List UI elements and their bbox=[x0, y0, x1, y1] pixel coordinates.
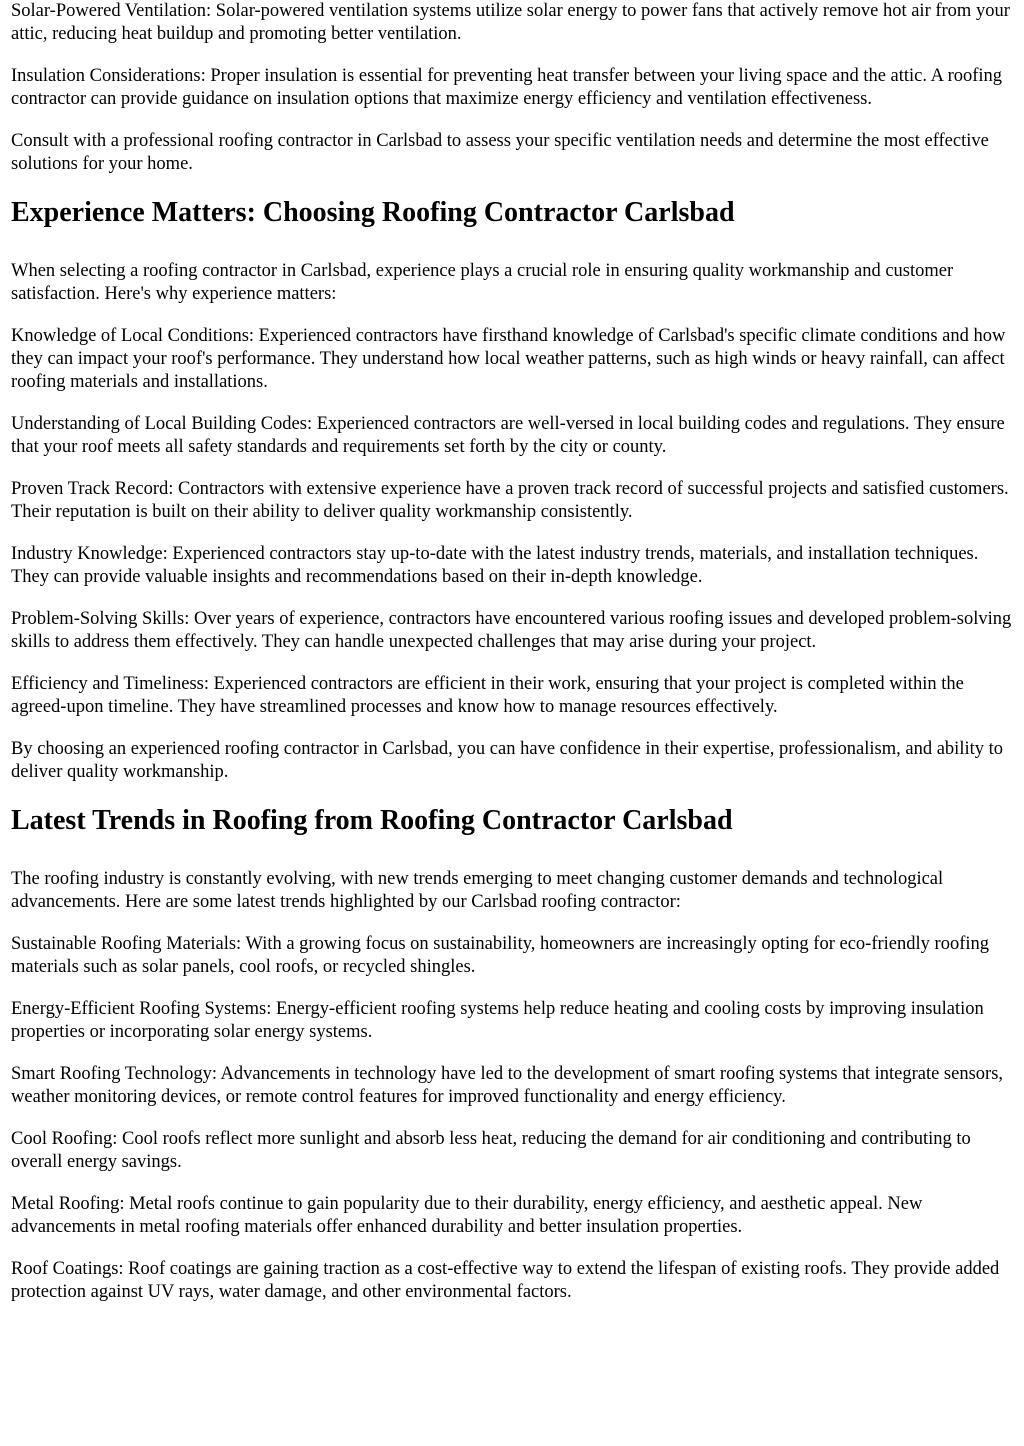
paragraph-smart-roofing: Smart Roofing Technology: Advancements in technology have led to the development of smart roofing systems that integrate sensors, weather monitoring devices, or remote control features for improved functionality and energy efficiency. bbox=[11, 1064, 1004, 1107]
paragraph-energy-efficient: Energy-Efficient Roofing Systems: Energy-efficient roofing systems help reduce heating and cooling costs by improving insulation properties or incorporating solar energy systems. bbox=[11, 999, 984, 1042]
paragraph-experience-intro: When selecting a roofing contractor in Carlsbad, experience plays a crucial role in ensuring quality workmanship and customer satisfaction. Here's why experience matters: bbox=[11, 261, 954, 304]
paragraph-metal-roofing: Metal Roofing: Metal roofs continue to gain popularity due to their durability, energy efficiency, and aesthetic appeal. New advancements in metal roofing materials offer enhanced durability and better insulation properties. bbox=[11, 1194, 923, 1237]
paragraph-track-record: Proven Track Record: Contractors with extensive experience have a proven track record of successful projects and satisfied customers. Their reputation is built on their ability to deliver quality workmanship consistently. bbox=[11, 479, 1009, 522]
paragraph-solar-ventilation: Solar-Powered Ventilation: Solar-powered ventilation systems utilize solar energy to power fans that actively remove hot air from your attic, reducing heat buildup and promoting better ventilation. bbox=[11, 1, 1010, 44]
paragraph-problem-solving: Problem-Solving Skills: Over years of experience, contractors have encountered various roofing issues and developed problem-solving skills to address them effectively. They can handle unexpected challenges that may arise during your project. bbox=[11, 609, 1012, 652]
paragraph-experience-conclusion: By choosing an experienced roofing contractor in Carlsbad, you can have confidence in their expertise, professionalism, and ability to deliver quality workmanship. bbox=[11, 739, 1004, 782]
paragraph-insulation: Insulation Considerations: Proper insulation is essential for preventing heat transfer between your living space and the attic. A roofing contractor can provide guidance on insulation options that maximize energy efficiency and ventilation effectiveness. bbox=[11, 66, 1003, 109]
paragraph-efficiency: Efficiency and Timeliness: Experienced contractors are efficient in their work, ensuring that your project is completed within the agreed-upon timeline. They have streamlined processes and know how to manage resources effectively. bbox=[11, 674, 964, 717]
paragraph-industry-knowledge: Industry Knowledge: Experienced contractors stay up-to-date with the latest industry trends, materials, and installation techniques. They can provide valuable insights and recommendations based on their in-depth knowledge. bbox=[11, 544, 979, 587]
paragraph-sustainable-materials: Sustainable Roofing Materials: With a growing focus on sustainability, homeowners are increasingly opting for eco-friendly roofing materials such as solar panels, cool roofs, or recycled shingles. bbox=[11, 934, 989, 977]
paragraph-trends-intro: The roofing industry is constantly evolving, with new trends emerging to meet changing customer demands and technological advancements. Here are some latest trends highlighted by our Carlsbad roofing contractor: bbox=[11, 869, 944, 912]
paragraph-roof-coatings: Roof Coatings: Roof coatings are gaining traction as a cost-effective way to extend the lifespan of existing roofs. They provide added protection against UV rays, water damage, and other environmental factors. bbox=[11, 1259, 1000, 1302]
heading-experience: Experience Matters: Choosing Roofing Contractor Carlsbad bbox=[11, 197, 735, 228]
heading-trends: Latest Trends in Roofing from Roofing Contractor Carlsbad bbox=[11, 805, 733, 836]
section-ventilation bbox=[11, 0, 1013, 176]
paragraph-consult: Consult with a professional roofing contractor in Carlsbad to assess your specific ventilation needs and determine the most effective solutions for your home. bbox=[11, 131, 989, 174]
section-trends bbox=[11, 803, 1013, 1304]
paragraph-local-conditions: Knowledge of Local Conditions: Experienced contractors have firsthand knowledge of Carlsbad's specific climate conditions and how they can impact your roof's performance. They understand how local weather patterns, such as high winds or heavy rainfall, can affect roofing materials and installations. bbox=[11, 326, 1006, 392]
section-experience bbox=[11, 195, 1013, 784]
paragraph-cool-roofing: Cool Roofing: Cool roofs reflect more sunlight and absorb less heat, reducing the demand for air conditioning and contributing to overall energy savings. bbox=[11, 1129, 971, 1172]
paragraph-building-codes: Understanding of Local Building Codes: Experienced contractors are well-versed in local building codes and regulations. They ensure that your roof meets all safety standards and requirements set forth by the city or county. bbox=[11, 414, 1005, 457]
